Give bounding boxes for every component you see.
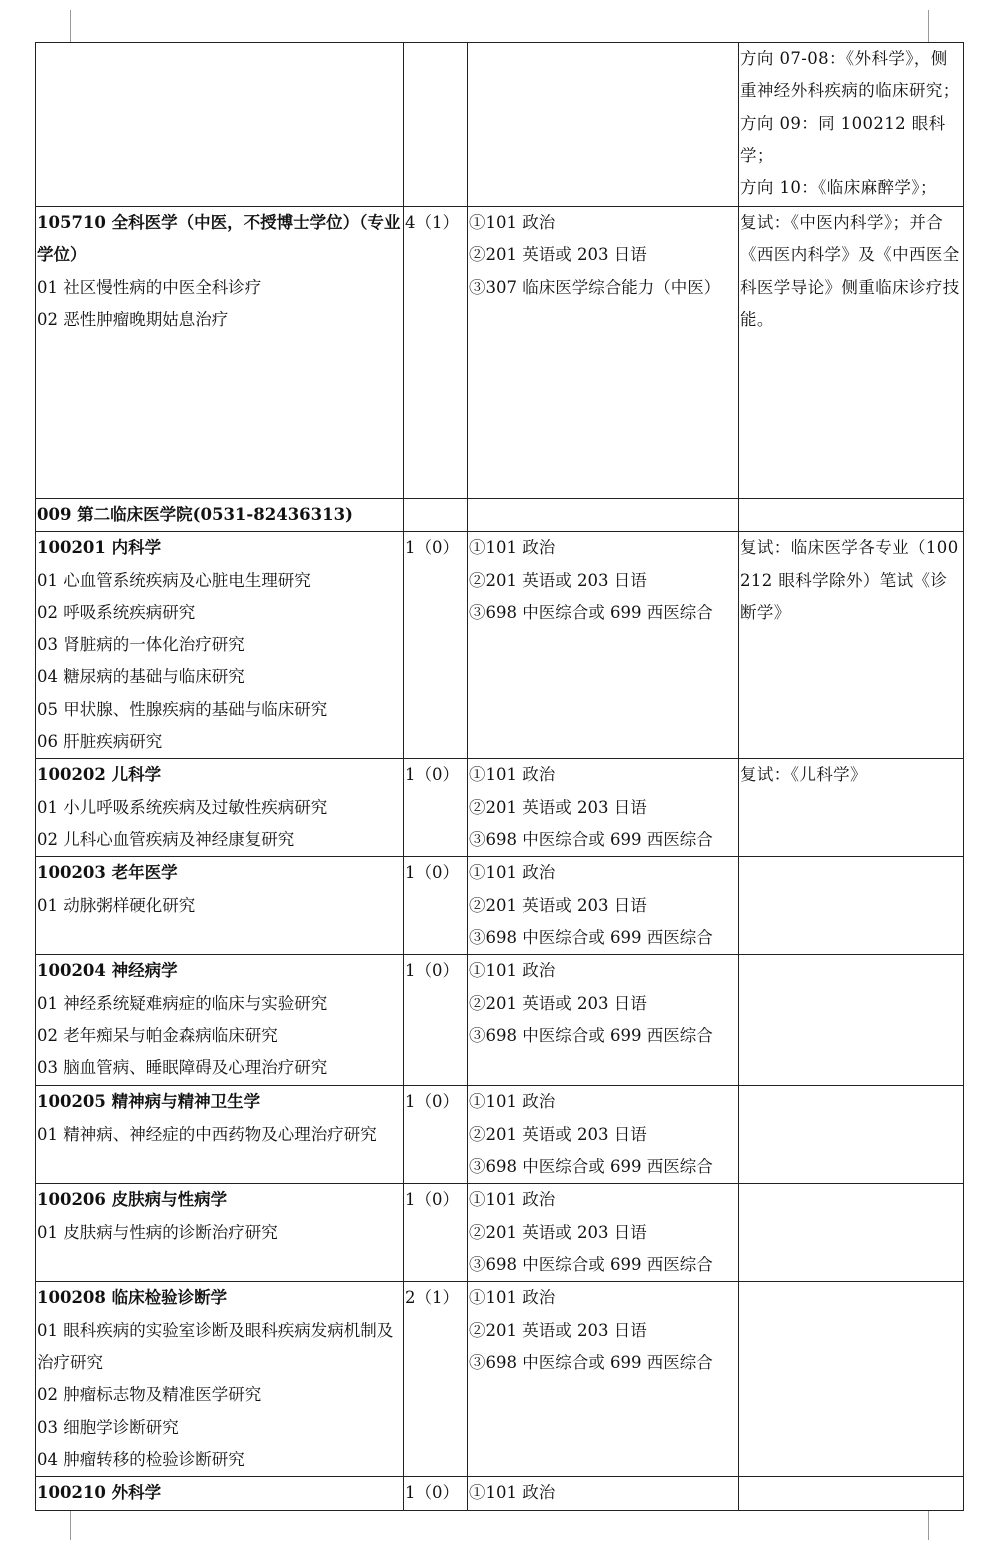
exam-subject: ①101 政治 xyxy=(469,1288,556,1308)
quota-cell xyxy=(404,1086,468,1184)
exam-subject: ②201 英语或 203 日语 xyxy=(469,895,647,915)
program-cell xyxy=(36,1477,404,1510)
notes-cell xyxy=(739,207,964,499)
program-cell xyxy=(36,1184,404,1282)
table-row xyxy=(36,499,964,532)
research-direction: 01 精神病、神经症的中西药物及心理治疗研究 xyxy=(37,1124,377,1144)
exam-subject: ②201 英语或 203 日语 xyxy=(469,1222,647,1242)
program-title: 100202 儿科学 xyxy=(37,765,162,785)
program-title: 100210 外科学 xyxy=(37,1483,162,1503)
research-direction: 02 呼吸系统疾病研究 xyxy=(37,602,196,622)
enrollment-quota: 4（1） xyxy=(405,213,459,232)
notes-cell xyxy=(739,43,964,207)
notes-cell xyxy=(739,955,964,1086)
exam-subject: ③698 中医综合或 699 西医综合 xyxy=(469,829,713,849)
program-title: 009 第二临床医学院(0531-82436313) xyxy=(37,505,353,524)
table-row xyxy=(36,857,964,955)
quota-cell xyxy=(404,499,468,532)
research-direction: 05 甲状腺、性腺疾病的基础与临床研究 xyxy=(37,699,328,719)
research-direction: 01 社区慢性病的中医全科诊疗 xyxy=(37,277,262,297)
research-direction: 02 肿瘤标志物及精准医学研究 xyxy=(37,1385,262,1405)
notes-cell xyxy=(739,759,964,857)
notes-cell xyxy=(739,1477,964,1510)
research-direction: 01 动脉粥样硬化研究 xyxy=(37,895,196,915)
quota-cell xyxy=(404,857,468,955)
research-direction: 06 肝脏疾病研究 xyxy=(37,732,163,752)
notes-cell xyxy=(739,532,964,759)
program-cell xyxy=(36,1086,404,1184)
exam-subjects-cell xyxy=(468,499,739,532)
enrollment-quota: 2（1） xyxy=(405,1288,459,1308)
table-row xyxy=(36,955,964,1086)
program-cell xyxy=(36,43,404,207)
exam-subjects-cell xyxy=(468,1282,739,1477)
exam-subject: ②201 英语或 203 日语 xyxy=(469,797,647,817)
exam-subject: ③698 中医综合或 699 西医综合 xyxy=(469,1156,713,1176)
enrollment-quota: 1（0） xyxy=(405,1483,459,1503)
program-title: 100203 老年医学 xyxy=(37,863,178,883)
notes-cell xyxy=(739,857,964,955)
note-text: 方向 10：《临床麻醉学》； xyxy=(740,178,937,198)
research-direction: 03 肾脏病的一体化治疗研究 xyxy=(37,635,245,655)
program-cell xyxy=(36,499,404,532)
exam-subject: ②201 英语或 203 日语 xyxy=(469,1124,647,1144)
notes-cell xyxy=(739,1184,964,1282)
program-cell xyxy=(36,857,404,955)
program-title: 100201 内科学 xyxy=(37,538,162,558)
table-row xyxy=(36,759,964,857)
research-direction: 01 眼科疾病的实验室诊断及眼科疾病发病机制及治疗研究 xyxy=(37,1320,394,1372)
quota-cell xyxy=(404,207,468,499)
exam-subjects-cell xyxy=(468,207,739,499)
exam-subject: ③698 中医综合或 699 西医综合 xyxy=(469,1025,713,1045)
crop-mark-top-right xyxy=(928,10,929,42)
exam-subject: ③698 中医综合或 699 西医综合 xyxy=(469,927,713,947)
exam-subject: ①101 政治 xyxy=(469,213,556,232)
enrollment-quota: 1（0） xyxy=(405,961,459,981)
exam-subject: ③698 中医综合或 699 西医综合 xyxy=(469,1352,713,1372)
quota-cell xyxy=(404,1184,468,1282)
program-title: 100205 精神病与精神卫生学 xyxy=(37,1092,261,1112)
program-title: 100208 临床检验诊断学 xyxy=(37,1288,228,1308)
note-text: 复试：《儿科学》 xyxy=(740,765,867,785)
note-text: 复试：《中医内科学》；并合《西医内科学》及《中西医全科医学导论》侧重临床诊疗技能。 xyxy=(740,213,960,329)
exam-subject: ①101 政治 xyxy=(469,1092,556,1112)
program-title: 100204 神经病学 xyxy=(37,961,178,981)
program-cell xyxy=(36,207,404,499)
research-direction: 04 肿瘤转移的检验诊断研究 xyxy=(37,1449,245,1469)
exam-subjects-cell xyxy=(468,857,739,955)
table-row xyxy=(36,1477,964,1510)
exam-subject: ②201 英语或 203 日语 xyxy=(469,570,647,590)
research-direction: 01 皮肤病与性病的诊断治疗研究 xyxy=(37,1222,278,1242)
quota-cell xyxy=(404,1477,468,1510)
exam-subjects-cell xyxy=(468,759,739,857)
research-direction: 03 细胞学诊断研究 xyxy=(37,1417,179,1437)
quota-cell xyxy=(404,1282,468,1477)
exam-subjects-cell xyxy=(468,532,739,759)
exam-subject: ①101 政治 xyxy=(469,863,556,883)
enrollment-quota: 1（0） xyxy=(405,538,459,558)
exam-subject: ①101 政治 xyxy=(469,1483,556,1503)
research-direction: 01 小儿呼吸系统疾病及过敏性疾病研究 xyxy=(37,797,328,817)
exam-subjects-cell xyxy=(468,1086,739,1184)
enrollment-quota: 1（0） xyxy=(405,863,459,883)
program-cell xyxy=(36,532,404,759)
note-text: 方向 07-08：《外科学》，侧重神经外科疾病的临床研究； xyxy=(740,49,960,101)
table-row xyxy=(36,43,964,207)
program-title: 100206 皮肤病与性病学 xyxy=(37,1190,228,1210)
exam-subject: ①101 政治 xyxy=(469,538,556,558)
program-cell xyxy=(36,759,404,857)
research-direction: 01 心血管系统疾病及心脏电生理研究 xyxy=(37,570,311,590)
exam-subject: ③698 中医综合或 699 西医综合 xyxy=(469,602,713,622)
research-direction: 02 老年痴呆与帕金森病临床研究 xyxy=(37,1025,278,1045)
exam-subject: ②201 英语或 203 日语 xyxy=(469,993,647,1013)
quota-cell xyxy=(404,955,468,1086)
program-cell xyxy=(36,1282,404,1477)
exam-subjects-cell xyxy=(468,1184,739,1282)
notes-cell xyxy=(739,1086,964,1184)
exam-subject: ①101 政治 xyxy=(469,961,556,981)
research-direction: 01 神经系统疑难病症的临床与实验研究 xyxy=(37,993,328,1013)
quota-cell xyxy=(404,759,468,857)
enrollment-quota: 1（0） xyxy=(405,1190,459,1210)
table-row xyxy=(36,1184,964,1282)
research-direction: 02 恶性肿瘤晚期姑息治疗 xyxy=(37,309,229,329)
crop-mark-bottom-right xyxy=(928,1510,929,1540)
exam-subjects-cell xyxy=(468,43,739,207)
research-direction: 03 脑血管病、睡眠障碍及心理治疗研究 xyxy=(37,1058,328,1078)
exam-subject: ③698 中医综合或 699 西医综合 xyxy=(469,1254,713,1274)
quota-cell xyxy=(404,43,468,207)
exam-subject: ①101 政治 xyxy=(469,1190,556,1210)
crop-mark-top-left xyxy=(70,10,71,42)
enrollment-quota: 1（0） xyxy=(405,765,459,785)
exam-subjects-cell xyxy=(468,1477,739,1510)
table-row xyxy=(36,207,964,499)
research-direction: 04 糖尿病的基础与临床研究 xyxy=(37,667,245,687)
program-cell xyxy=(36,955,404,1086)
table-row xyxy=(36,1282,964,1477)
enrollment-quota: 1（0） xyxy=(405,1092,459,1112)
quota-cell xyxy=(404,532,468,759)
exam-subject: ②201 英语或 203 日语 xyxy=(469,245,647,265)
exam-subject: ②201 英语或 203 日语 xyxy=(469,1320,647,1340)
crop-mark-bottom-left xyxy=(70,1510,71,1540)
note-text: 复试：临床医学各专业（100212 眼科学除外）笔试《诊断学》 xyxy=(740,538,959,622)
table-row xyxy=(36,532,964,759)
enrollment-catalog-table xyxy=(35,42,964,1511)
research-direction: 02 儿科心血管疾病及神经康复研究 xyxy=(37,829,295,849)
notes-cell xyxy=(739,499,964,532)
exam-subject: ③307 临床医学综合能力（中医） xyxy=(469,277,721,297)
exam-subject: ①101 政治 xyxy=(469,765,556,785)
table-row xyxy=(36,1086,964,1184)
note-text: 方向 09：同 100212 眼科学； xyxy=(740,113,946,165)
program-title: 105710 全科医学（中医，不授博士学位）（专业学位） xyxy=(37,213,401,265)
exam-subjects-cell xyxy=(468,955,739,1086)
notes-cell xyxy=(739,1282,964,1477)
